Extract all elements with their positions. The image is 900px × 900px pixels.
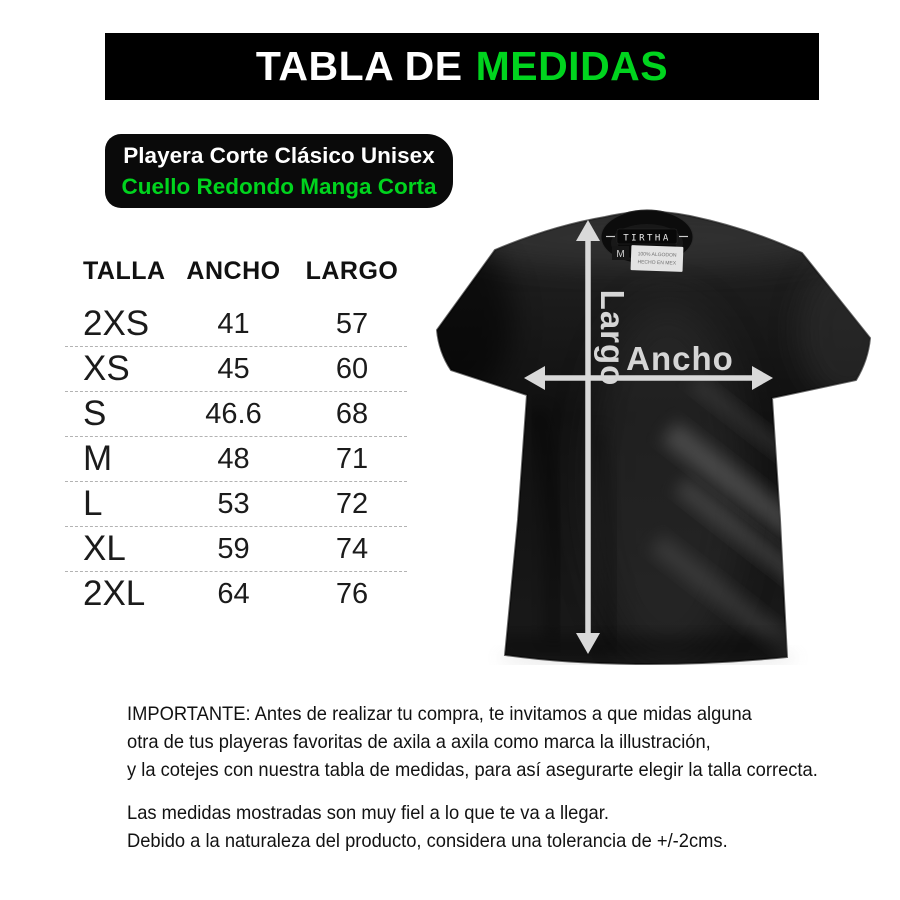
cell-largo: 57 bbox=[335, 307, 369, 340]
cell-talla: XS bbox=[83, 349, 130, 388]
cell-talla: 2XL bbox=[83, 574, 146, 613]
cell-ancho: 53 bbox=[217, 487, 250, 520]
cell-talla: 2XS bbox=[83, 304, 150, 343]
table-row bbox=[65, 527, 407, 572]
care-label bbox=[631, 245, 684, 272]
largo-label: Largo bbox=[594, 289, 631, 387]
note-tolerance bbox=[127, 799, 785, 855]
brand-label-text: TIRTHA bbox=[623, 233, 671, 244]
table-row bbox=[65, 302, 407, 347]
subtitle-banner bbox=[105, 134, 453, 208]
cell-ancho: 48 bbox=[217, 442, 250, 475]
note-line: Debido a la naturaleza del producto, considera una tolerancia de +/-2cms. bbox=[127, 830, 728, 852]
ancho-label: Ancho bbox=[626, 340, 734, 377]
cell-largo: 60 bbox=[335, 352, 369, 385]
table-row bbox=[65, 572, 407, 616]
note-important bbox=[127, 700, 818, 784]
table-row bbox=[65, 482, 407, 527]
cell-ancho: 46.6 bbox=[205, 397, 262, 430]
note-line: y la cotejes con nuestra tabla de medidas, para así asegurarte elegir la talla correcta. bbox=[127, 759, 818, 781]
size-table-header bbox=[65, 254, 407, 288]
tshirt-illustration bbox=[418, 180, 888, 665]
cell-talla: XL bbox=[83, 529, 126, 568]
note-line: IMPORTANTE: Antes de realizar tu compra, te invitamos a que midas alguna bbox=[127, 703, 752, 725]
title-text-white: TABLA DE bbox=[255, 43, 463, 89]
care-label-line1: 100% ALGODON bbox=[637, 251, 677, 259]
title-text-green: MEDIDAS bbox=[475, 43, 669, 89]
tshirt-photo bbox=[418, 180, 888, 665]
notes-section bbox=[127, 700, 818, 855]
cell-largo: 68 bbox=[335, 397, 369, 430]
note-line: otra de tus playeras favoritas de axila a axila como marca la illustración, bbox=[127, 731, 711, 753]
title-banner bbox=[105, 33, 819, 100]
header-ancho: ANCHO bbox=[186, 256, 281, 285]
header-talla: TALLA bbox=[83, 256, 166, 285]
header-largo: LARGO bbox=[305, 256, 399, 285]
cell-talla: L bbox=[83, 484, 103, 523]
cell-ancho: 45 bbox=[217, 352, 250, 385]
note-line: Las medidas mostradas son muy fiel a lo que te va a llegar. bbox=[127, 802, 609, 824]
size-tag-text: M bbox=[616, 249, 625, 260]
cell-largo: 76 bbox=[335, 577, 369, 610]
subtitle-line1: Playera Corte Clásico Unisex bbox=[123, 142, 435, 168]
neck-label bbox=[606, 229, 688, 244]
cell-largo: 72 bbox=[335, 487, 369, 520]
cell-ancho: 64 bbox=[217, 577, 250, 610]
cell-ancho: 59 bbox=[217, 532, 250, 565]
cell-talla: M bbox=[83, 439, 113, 478]
size-tag bbox=[612, 246, 629, 260]
table-row bbox=[65, 437, 407, 482]
cell-largo: 71 bbox=[335, 442, 369, 475]
table-row bbox=[65, 392, 407, 437]
size-table-body bbox=[65, 302, 407, 616]
cell-ancho: 41 bbox=[217, 307, 250, 340]
cell-talla: S bbox=[83, 394, 107, 433]
care-label-line2: HECHO EN MEX bbox=[637, 259, 677, 267]
table-row bbox=[65, 347, 407, 392]
subtitle-line2: Cuello Redondo Manga Corta bbox=[121, 173, 437, 199]
size-table bbox=[65, 254, 407, 616]
cell-largo: 74 bbox=[335, 532, 369, 565]
